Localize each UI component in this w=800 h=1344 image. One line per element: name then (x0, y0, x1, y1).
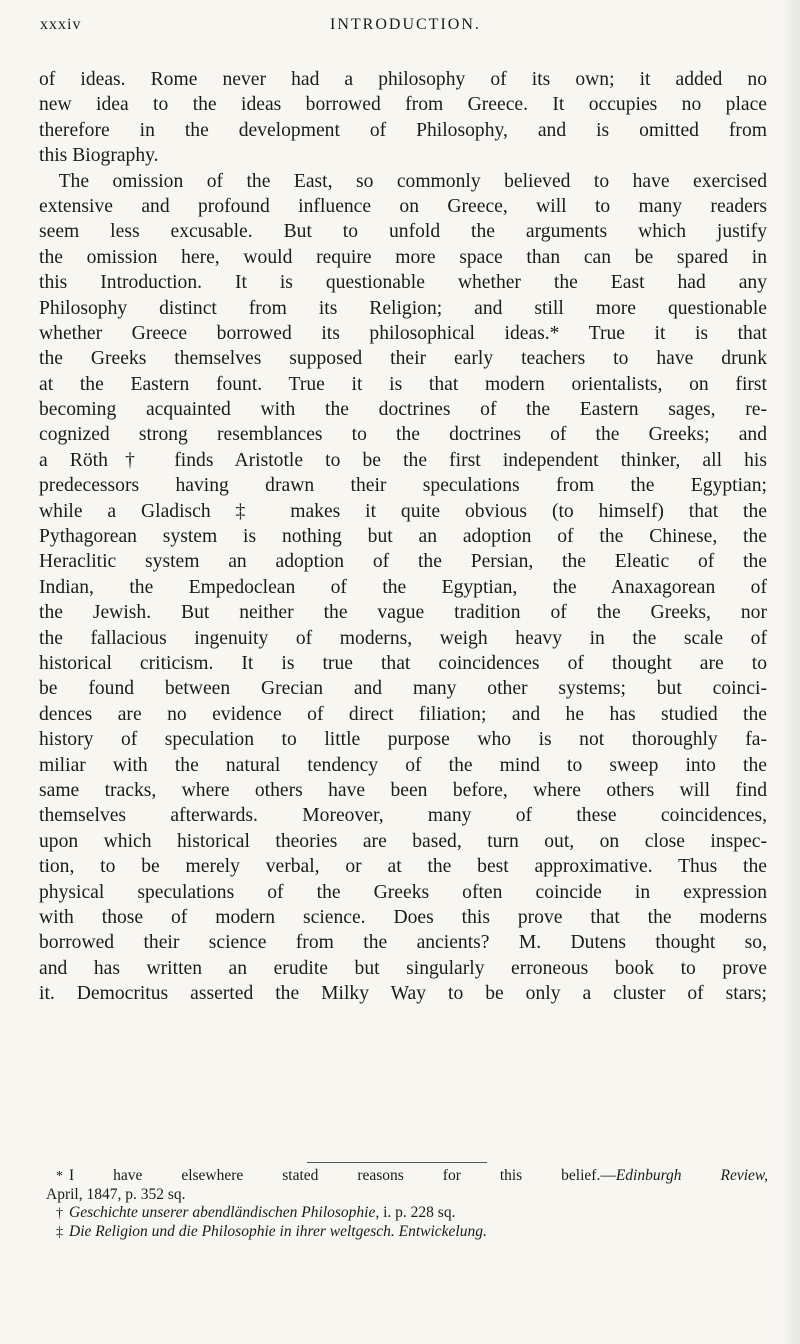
text-line: tion, to be merely verbal, or at the best approximative. Thus the (39, 856, 767, 878)
footnote-text: I have elsewhere stated reasons for this belief.— (69, 1167, 616, 1184)
footnote-title: Geschichte unserer abendländischen Philosophie, (69, 1204, 380, 1222)
footnote-3 (46, 1223, 768, 1242)
text-line: dences are no evidence of direct filiation; and he has studied the (39, 703, 767, 725)
text-line: be found between Grecian and many other systems; but coinci- (39, 678, 767, 700)
footnote-marker: ‡ (56, 1224, 63, 1240)
footnote-1 (46, 1167, 768, 1186)
text-line: whether Greece borrowed its philosophical ideas.* True it is that (39, 322, 767, 344)
text-line: at the Eastern fount. True it is that modern orientalists, on first (39, 373, 767, 395)
footnote-2 (46, 1204, 768, 1223)
text-line: upon which historical theories are based, turn out, on close inspec- (39, 830, 767, 852)
text-line: the Greeks themselves supposed their early teachers to have drunk (39, 348, 767, 370)
footnote-marker: * (56, 1169, 63, 1184)
text-line: history of speculation to little purpose who is not thoroughly fa- (39, 729, 767, 751)
text-line: the fallacious ingenuity of moderns, weigh heavy in the scale of (39, 627, 767, 649)
running-title: INTRODUCTION. (330, 16, 481, 33)
text-line: becoming acquainted with the doctrines of the Eastern sages, re- (39, 399, 767, 421)
text-line: predecessors having drawn their speculations from the Egyptian; (39, 475, 767, 497)
page-number: xxxiv (40, 16, 82, 33)
text-line: historical criticism. It is true that coincidences of thought are to (39, 652, 767, 674)
text-line: it. Democritus asserted the Milky Way to be only a cluster of stars; (39, 983, 767, 1005)
footnote-text: i. p. 228 sq. (379, 1204, 456, 1222)
text-line: borrowed their science from the ancients? M. Dutens thought so, (39, 932, 767, 954)
text-line: Pythagorean system is nothing but an adoption of the Chinese, the (39, 526, 767, 548)
text-line: the Jewish. But neither the vague tradition of the Greeks, nor (39, 602, 767, 624)
text-line: The omission of the East, so commonly believed to have exercised (58, 170, 767, 192)
text-line: of ideas. Rome never had a philosophy of its own; it added no (39, 69, 767, 90)
footnote-title: Die Religion und die Philosophie in ihrer weltgesch. Entwickelung. (69, 1222, 487, 1240)
text-line: miliar with the natural tendency of the mind to sweep into the (39, 754, 767, 776)
text-line: Philosophy distinct from its Religion; and still more questionable (39, 297, 767, 319)
text-line: Heraclitic system an adoption of the Persian, the Eleatic of the (39, 551, 767, 573)
page-edge-shadow (782, 0, 800, 1344)
text-line: seem less excusable. But to unfold the arguments which justify (39, 221, 767, 243)
text-line: therefore in the development of Philosophy, and is omitted from (39, 119, 767, 141)
footnote-source: Edinburgh Review, (615, 1167, 768, 1184)
text-line: and has written an erudite but singularly erroneous book to prove (39, 957, 767, 979)
text-line: Indian, the Empedoclean of the Egyptian, the Anaxagorean of (39, 576, 767, 598)
footnotes (46, 1167, 768, 1241)
text-line: same tracks, where others have been before, where others will find (39, 779, 767, 801)
text-line: this Biography. (39, 145, 159, 167)
footnote-divider (307, 1162, 487, 1163)
text-line: cognized strong resemblances to the doctrines of the Greeks; and (39, 424, 767, 446)
body-text (39, 67, 767, 1006)
footnote-1-continuation: April, 1847, p. 352 sq. (46, 1185, 186, 1203)
text-line: the omission here, would require more space than can be spared in (39, 246, 767, 268)
text-line: a Röth† finds Aristotle to be the first independent thinker, all his (39, 449, 767, 471)
text-line: while a Gladisch ‡ makes it quite obvious (to himself) that the (39, 500, 767, 522)
text-line: this Introduction. It is questionable whether the East had any (39, 272, 767, 294)
text-line: physical speculations of the Greeks often coincide in expression (39, 881, 767, 903)
footnote-marker: † (56, 1206, 63, 1222)
text-line: with those of modern science. Does this prove that the moderns (39, 906, 767, 928)
text-line: new idea to the ideas borrowed from Greece. It occupies no place (39, 94, 767, 116)
text-line: themselves afterwards. Moreover, many of these coincidences, (39, 805, 767, 827)
text-line: extensive and profound influence on Greece, will to many readers (39, 195, 767, 217)
running-head (40, 12, 760, 42)
